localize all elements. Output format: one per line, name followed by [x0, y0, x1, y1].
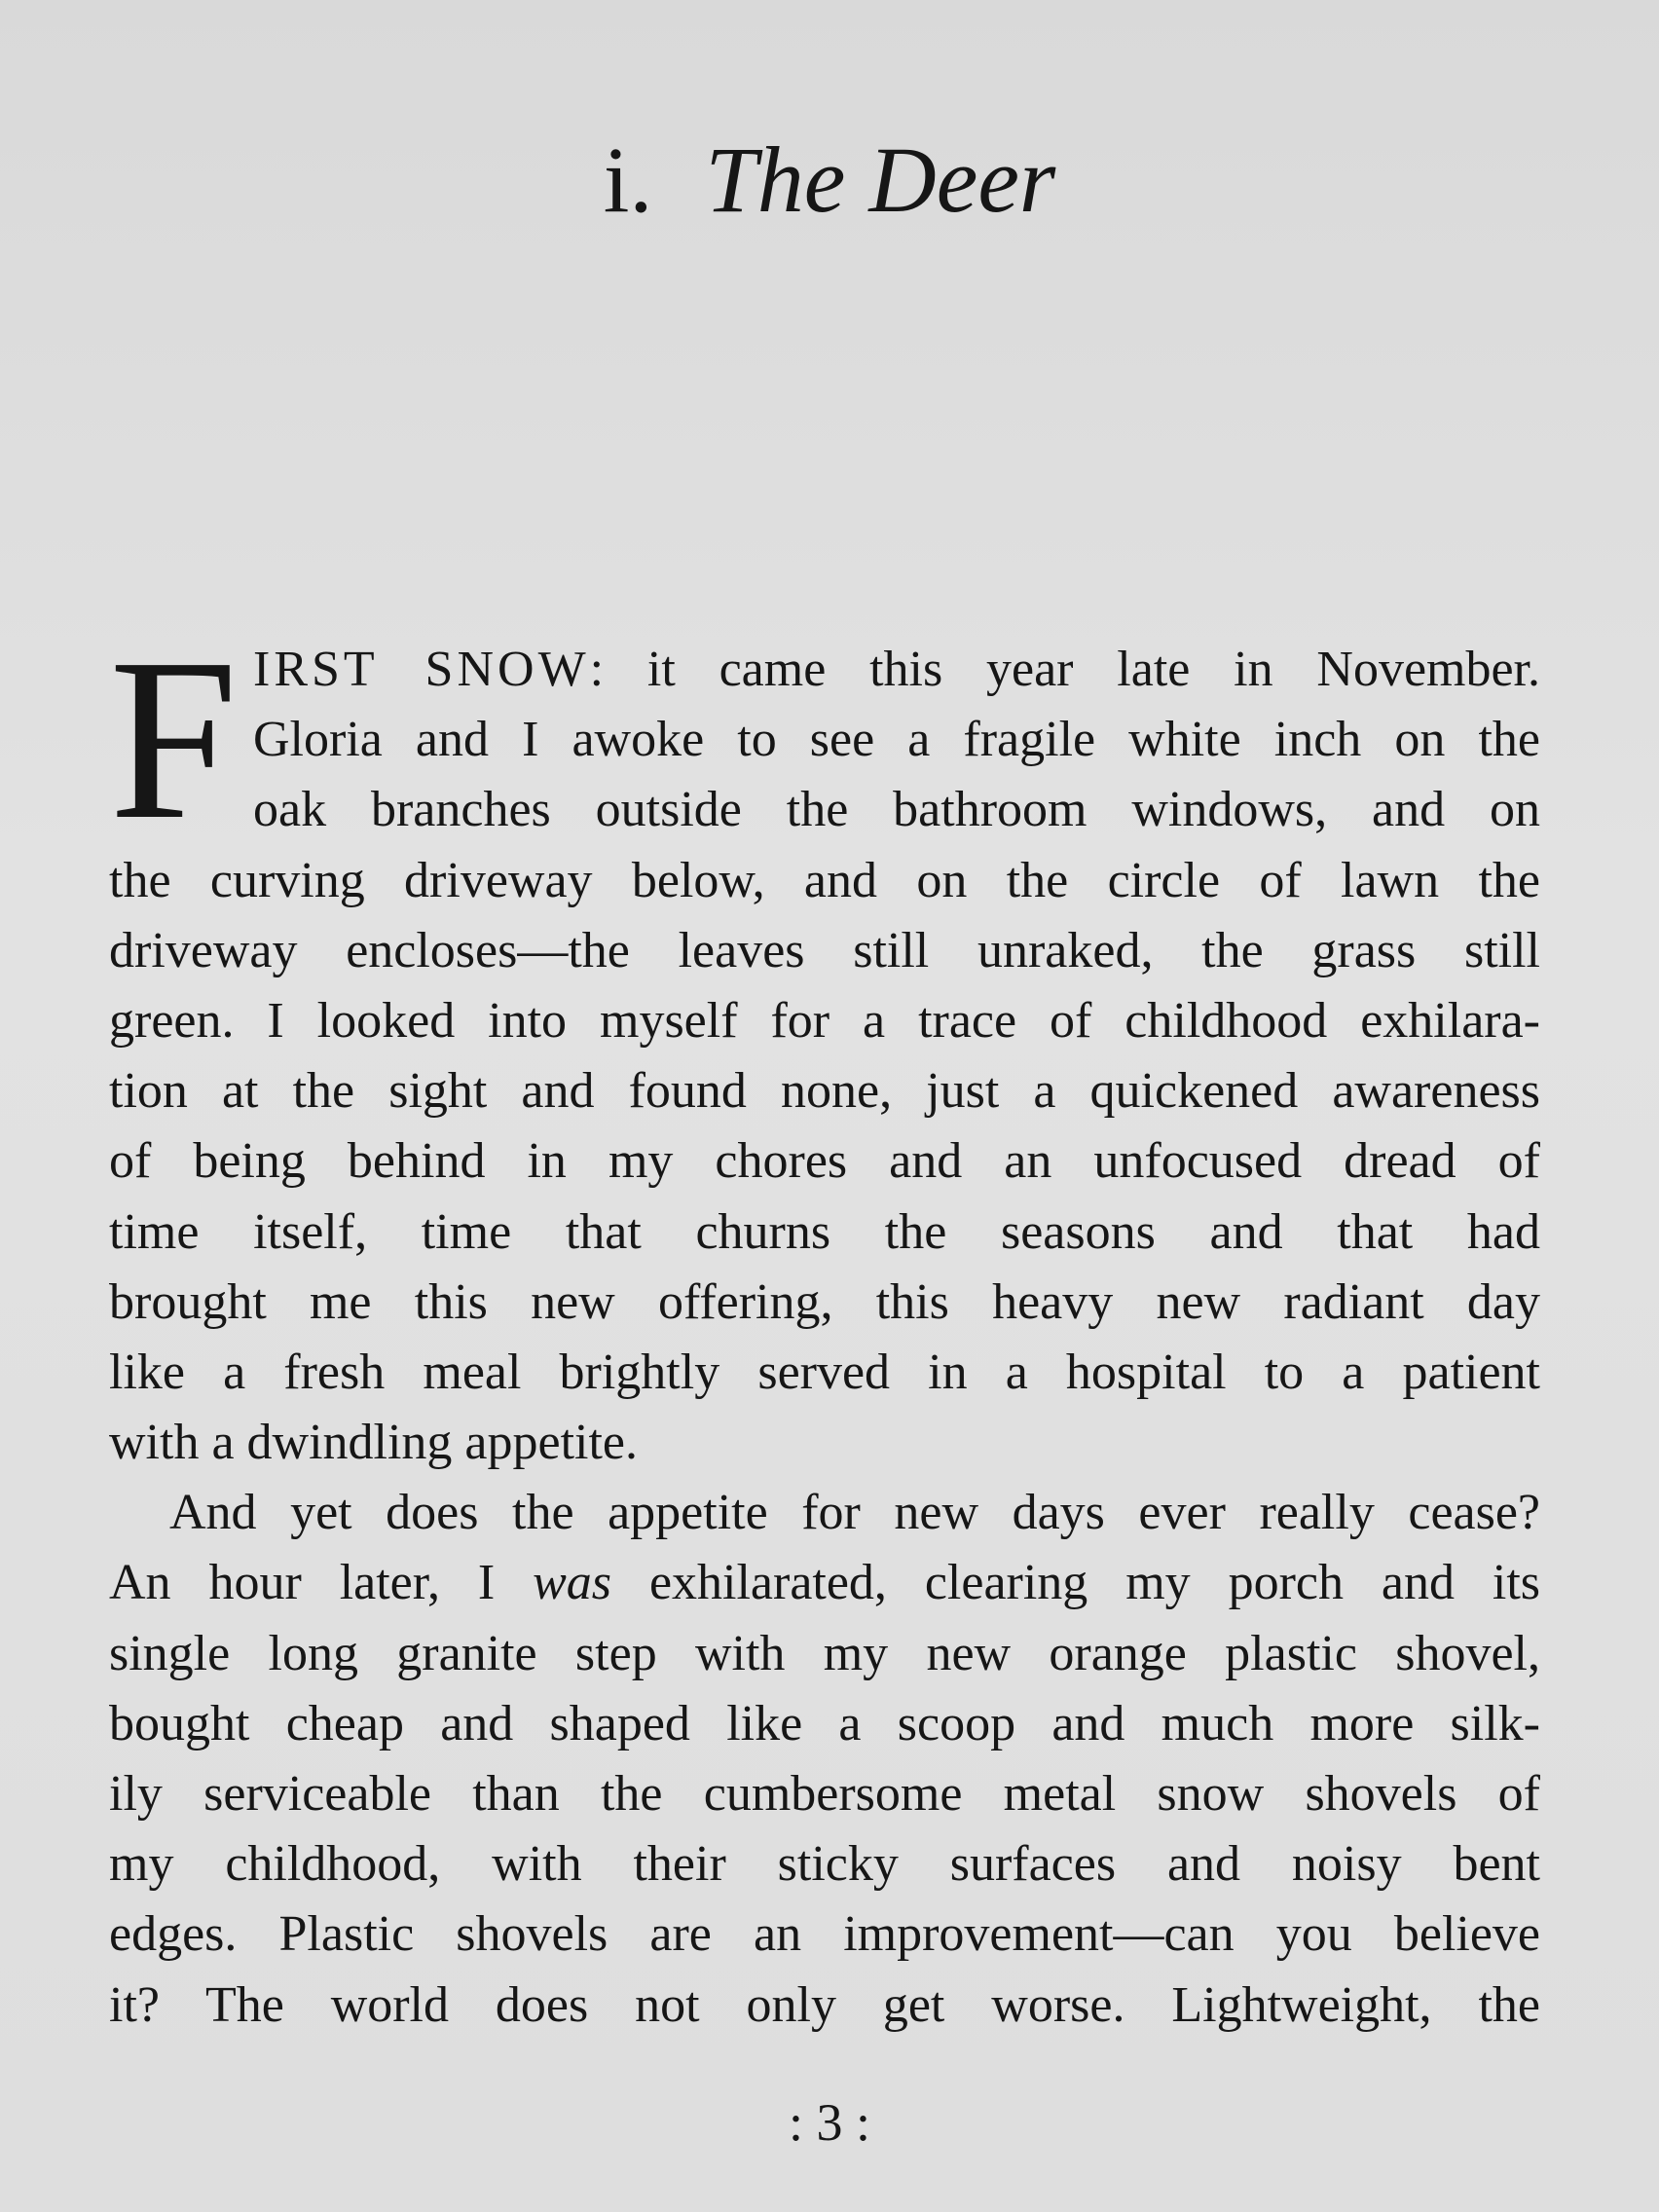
text-line: like a fresh meal brightly served in a hospital to a patient: [109, 1344, 1540, 1400]
text-line: single long granite step with my new orange plastic shovel,: [109, 1625, 1540, 1681]
text-line: brought me this new offering, this heavy new radiant day: [109, 1273, 1540, 1330]
text-segment: An hour later, I: [109, 1555, 534, 1611]
drop-cap: F: [109, 611, 239, 867]
chapter-name: The Deer: [705, 128, 1056, 232]
text-segment: exhilarated, clearing my porch and its: [611, 1555, 1540, 1611]
page-number: : 3 :: [788, 2093, 870, 2152]
text-line: edges. Plastic shovels are an improvement—can you believe: [109, 1906, 1540, 1963]
text-line: [109, 635, 1540, 705]
chapter-number: i.: [603, 128, 653, 232]
opening-words: IRST SNOW: [253, 642, 590, 697]
body-text: [109, 611, 1540, 2041]
text-line: green. I looked into myself for a trace of childhood exhilara-: [109, 992, 1540, 1049]
text-line: my childhood, with their sticky surfaces and noisy bent: [109, 1836, 1540, 1893]
text-line: oak branches outside the bathroom windows, and on: [253, 782, 1540, 838]
text-line: ily serviceable than the cumbersome metal snow shovels of: [109, 1766, 1540, 1822]
chapter-title: [0, 127, 1659, 234]
text-line: [109, 1548, 1540, 1618]
text-line: time itself, time that churns the seasons and that had: [109, 1203, 1540, 1260]
emphasis-text: was: [533, 1555, 612, 1611]
text-segment: : it came this year late in November.: [589, 642, 1540, 697]
text-line: Gloria and I awoke to see a fragile white inch on the: [253, 712, 1540, 768]
text-line: driveway encloses—the leaves still unraked, the grass still: [109, 922, 1540, 978]
text-line: tion at the sight and found none, just a quickened awareness: [109, 1063, 1540, 1120]
text-line: And yet does the appetite for new days ever really cease?: [169, 1485, 1540, 1541]
text-line: bought cheap and shaped like a scoop and much more silk-: [109, 1695, 1540, 1751]
text-line: of being behind in my chores and an unfocused dread of: [109, 1133, 1540, 1190]
text-line: it? The world does not only get worse. Lightweight, the: [109, 1976, 1540, 2033]
text-line: with a dwindling appetite.: [109, 1415, 639, 1471]
first-line-text: [253, 642, 1540, 697]
text-line: the curving driveway below, and on the circle of lawn the: [109, 852, 1540, 908]
